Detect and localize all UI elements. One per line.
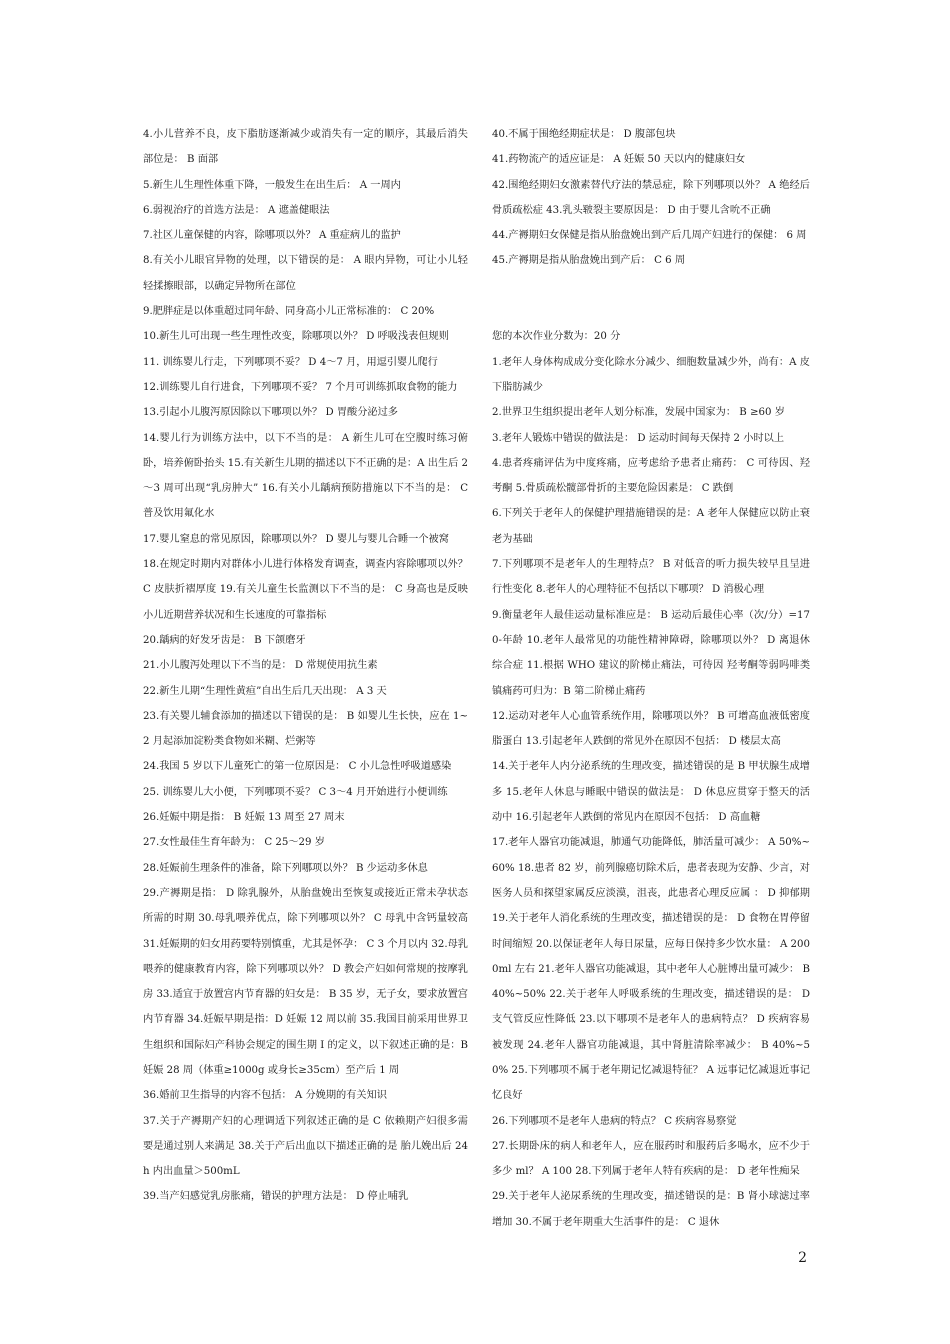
question-item: 29.产褥期是指： D 除乳腺外，从胎盘娩出至恢复或接近正常未孕状态所需的时期 30.母乳喂养优点，除下列哪项以外？ C 母乳中含钙量较高 31.妊娠期的妇女用药要特别慎重，尤其是怀孕： C 3 个月以内 32.母乳喂养的健康教育内容，除下列哪项以外？ D 教会产妇如何常规的按摩乳房 33.适宜于放置宫内节育器的妇女是： B 35 岁，无子女，要求放置宫内节育器 34.妊娠早期是指：D 妊娠 12 周以前 35.我国目前采用世界卫生组织和国际妇产科协会规定的围生期 I 的定义，以下叙述正确的是：B 妊娠 28 周（体重≥1000g 或身长≥35cm）至产后 1 周 xyxy=(143,887,468,1076)
right-column xyxy=(492,122,810,1235)
question-item: 17.婴儿窒息的常见原因，除哪项以外？ D 婴儿与婴儿合睡一个被窝 xyxy=(143,533,449,545)
section-gap xyxy=(492,299,810,324)
question-item: 2.世界卫生组织提出老年人划分标准，发展中国家为： B ≥60 岁 xyxy=(492,407,785,419)
question-item: 14.关于老年人内分泌系统的生理改变，描述错误的是 B 甲状腺生成增多 15.老年人休息与睡眠中错误的做法是： D 休息应贯穿于整天的活动中 16.引起老年人跌倒的常见内在原因不包括： D 高血糖 xyxy=(492,761,810,824)
question-item: 3.老年人锻炼中错误的做法是： D 运动时间每天保持 2 小时以上 xyxy=(492,432,785,444)
section-gap xyxy=(492,274,810,299)
question-item: 18.在规定时期内对群体小儿进行体格发育调查，调查内容除哪项以外？ C 皮肤折褶厚度 19.有关儿童生长监测以下不当的是： C 身高也是反映小儿近期营养状况和生长速度的可靠指标 xyxy=(143,559,468,621)
question-item: 11. 训练婴儿行走，下列哪项不妥？ D 4～7 月，用逗引婴儿爬行 xyxy=(143,356,438,368)
question-item: 44.产褥期妇女保健是指从胎盘娩出到产后几周产妇进行的保健： 6 周 xyxy=(492,230,807,242)
question-item: 22.新生儿期“生理性黄疸”自出生后几天出现： A 3 天 xyxy=(143,685,387,697)
question-item: 37.关于产褥期产妇的心理调适下列叙述正确的是 C 依赖期产妇很多需要是通过别人来满足 38.关于产后出血以下描述正确的是 胎儿娩出后 24h 内出血量＞500mL xyxy=(143,1115,468,1178)
question-item: 26.下列哪项不是老年人患病的特点？ C 疾病容易察觉 xyxy=(492,1115,737,1127)
question-item: 36.婚前卫生指导的内容不包括： A 分娩期的有关知识 xyxy=(143,1090,387,1102)
question-item: 6.弱视治疗的首选方法是： A 遮盖健眼法 xyxy=(143,204,330,216)
question-item: 24.我国 5 岁以下儿童死亡的第一位原因是： C 小儿急性呼吸道感染 xyxy=(143,761,452,773)
question-item: 41.药物流产的适应证是： A 妊娠 50 天以内的健康妇女 xyxy=(492,154,746,166)
left-column xyxy=(143,122,468,1210)
question-item: 39.当产妇感觉乳房胀痛，错误的护理方法是： D 停止哺乳 xyxy=(143,1191,409,1203)
question-item: 26.妊娠中期是指： B 妊娠 13 周至 27 周末 xyxy=(143,812,345,824)
question-item: 21.小儿腹泻处理以下不当的是： D 常规使用抗生素 xyxy=(143,660,378,672)
question-item: 40.不属于围绝经期症状是： D 腹部包块 xyxy=(492,129,676,140)
question-item: 7.下列哪项不是老年人的生理特点？ B 对低音的听力损失较早且呈进行性变化 8.老年人的心理特征不包括以下哪项？ D 消极心理 xyxy=(492,559,810,596)
question-item: 27.女性最佳生育年龄为： C 25～29 岁 xyxy=(143,837,325,849)
question-item: 8.有关小儿眼官异物的处理，以下错误的是： A 眼内异物，可让小儿轻轻揉擦眼部，以确定异物所在部位 xyxy=(143,255,468,292)
question-item: 10.新生儿可出现一些生理性改变，除哪项以外？ D 呼吸浅表但规则 xyxy=(143,331,449,343)
question-item: 23.有关婴儿辅食添加的描述以下错误的是： B 如婴儿生长快，应在 1~2 月起添加淀粉类食物如米糊、烂粥等 xyxy=(143,710,468,748)
question-item: 5.新生儿生理性体重下降，一般发生在出生后： A 一周内 xyxy=(143,179,401,191)
page-number: 2 xyxy=(798,1250,807,1266)
question-item: 29.关于老年人泌尿系统的生理改变，描述错误的是：B 肾小球滤过率增加 30.不属于老年期重大生活事件的是： C 退休 xyxy=(492,1191,810,1228)
question-item: 12.训练婴儿自行进食，下列哪项不妥？ 7 个月可训练抓取食物的能力 xyxy=(143,381,458,393)
question-item: 1.老年人身体构成成分变化除水分减少、细胞数量减少外，尚有：A 皮下脂肪减少 xyxy=(492,356,810,393)
question-item: 6.下列关于老年人的保健护理措施错误的是：A 老年人保健应以防止衰老为基础 xyxy=(492,508,810,545)
question-item: 27.长期卧床的病人和老年人，应在服药时和服药后多喝水，应不少于多少 ml？ A 100 28.下列属于老年人特有疾病的是： D 老年性痴呆 xyxy=(492,1140,810,1178)
question-item: 13.引起小儿腹泻原因除以下哪项以外？ D 胃酸分泌过多 xyxy=(143,407,398,419)
question-item: 25. 训练婴儿大小便，下列哪项不妥？ C 3～4 月开始进行小便训练 xyxy=(143,786,448,798)
question-item: 9.衡量老年人最佳运动量标准应是： B 运动后最佳心率（次/分）=170-年龄 10.老年人最常见的功能性精神障碍，除哪项以外？ D 离退休综合症 11.根据 WHO 建议的阶梯止痛法，可待因 羟考酮等弱吗啡类镇痛药可归为：B 第二阶梯止痛药 xyxy=(492,609,810,697)
question-item: 45.产褥期是指从胎盘娩出到产后： C 6 周 xyxy=(492,255,686,267)
question-item: 4.小儿营养不良，皮下脂肪逐渐减少或消失有一定的顺序，其最后消失部位是： B 面部 xyxy=(143,129,468,166)
question-item: 12.运动对老年人心血管系统作用，除哪项以外？ B 可增高血液低密度脂蛋白 13.引起老年人跌倒的常见外在原因不包括： D 楼层太高 xyxy=(492,710,810,748)
question-item: 7.社区儿童保健的内容，除哪项以外？ A 重症病儿的监护 xyxy=(143,230,401,242)
score-line: 您的本次作业分数为：20 分 xyxy=(492,331,621,343)
question-item: 17.老年人器官功能减退，肺通气功能降低，肺活量可减少： A 50%~60% 18.患者 82 岁，前列腺癌切除术后，患者表现为安静、少言，对医务人员和探望家属反应淡漠，沮丧，此患者心理反应属 ： D 抑郁期 19.关于老年人消化系统的生理改变，描述错误的是： D 食物在胃停留时间缩短 20.以保证老年人每日尿量，应每日保持多少饮水量： A 2000ml 左右 21.老年人器官功能减退，其中老年人心脏博出量可减少： B 40%~50% 22.关于老年人呼吸系统的生理改变，描述错误的是： D 支气管反应性降低 23.以下哪项不是老年人的患病特点？ D 疾病容易被发现 24.老年人器官功能减退，其中肾脏清除率减少： B 40%~50% 25.下列哪项不属于老年期记忆减退特征？ A 远事记忆减退近事记忆良好 xyxy=(492,837,810,1102)
question-item: 14.婴儿行为训练方法中，以下不当的是： A 新生儿可在空腹时练习俯卧，培养俯卧抬头 15.有关新生儿期的描述以下不正确的是：A 出生后 2～3 周可出现“乳房肿大” 16.有关小儿龋病预防措施以下不当的是： C 普及饮用氟化水 xyxy=(143,432,469,520)
question-item: 9.肥胖症是以体重超过同年龄、同身高小儿正常标准的： C 20% xyxy=(143,306,435,318)
question-item: 28.妊娠前生理条件的准备，除下列哪项以外？ B 少运动多休息 xyxy=(143,862,428,874)
question-item: 20.龋病的好发牙齿是： B 下颌磨牙 xyxy=(143,634,306,646)
question-item: 42.围绝经期妇女激素替代疗法的禁忌症，除下列哪项以外？ A 绝经后骨质疏松症 43.乳头皲裂主要原因是： D 由于婴儿含吮不正确 xyxy=(492,179,810,216)
question-item: 4.患者疼痛评估为中度疼痛，应考虑给予患者止痛药： C 可待因、羟考酮 5.骨质疏松髋部骨折的主要危险因素是： C 跌倒 xyxy=(492,457,810,495)
